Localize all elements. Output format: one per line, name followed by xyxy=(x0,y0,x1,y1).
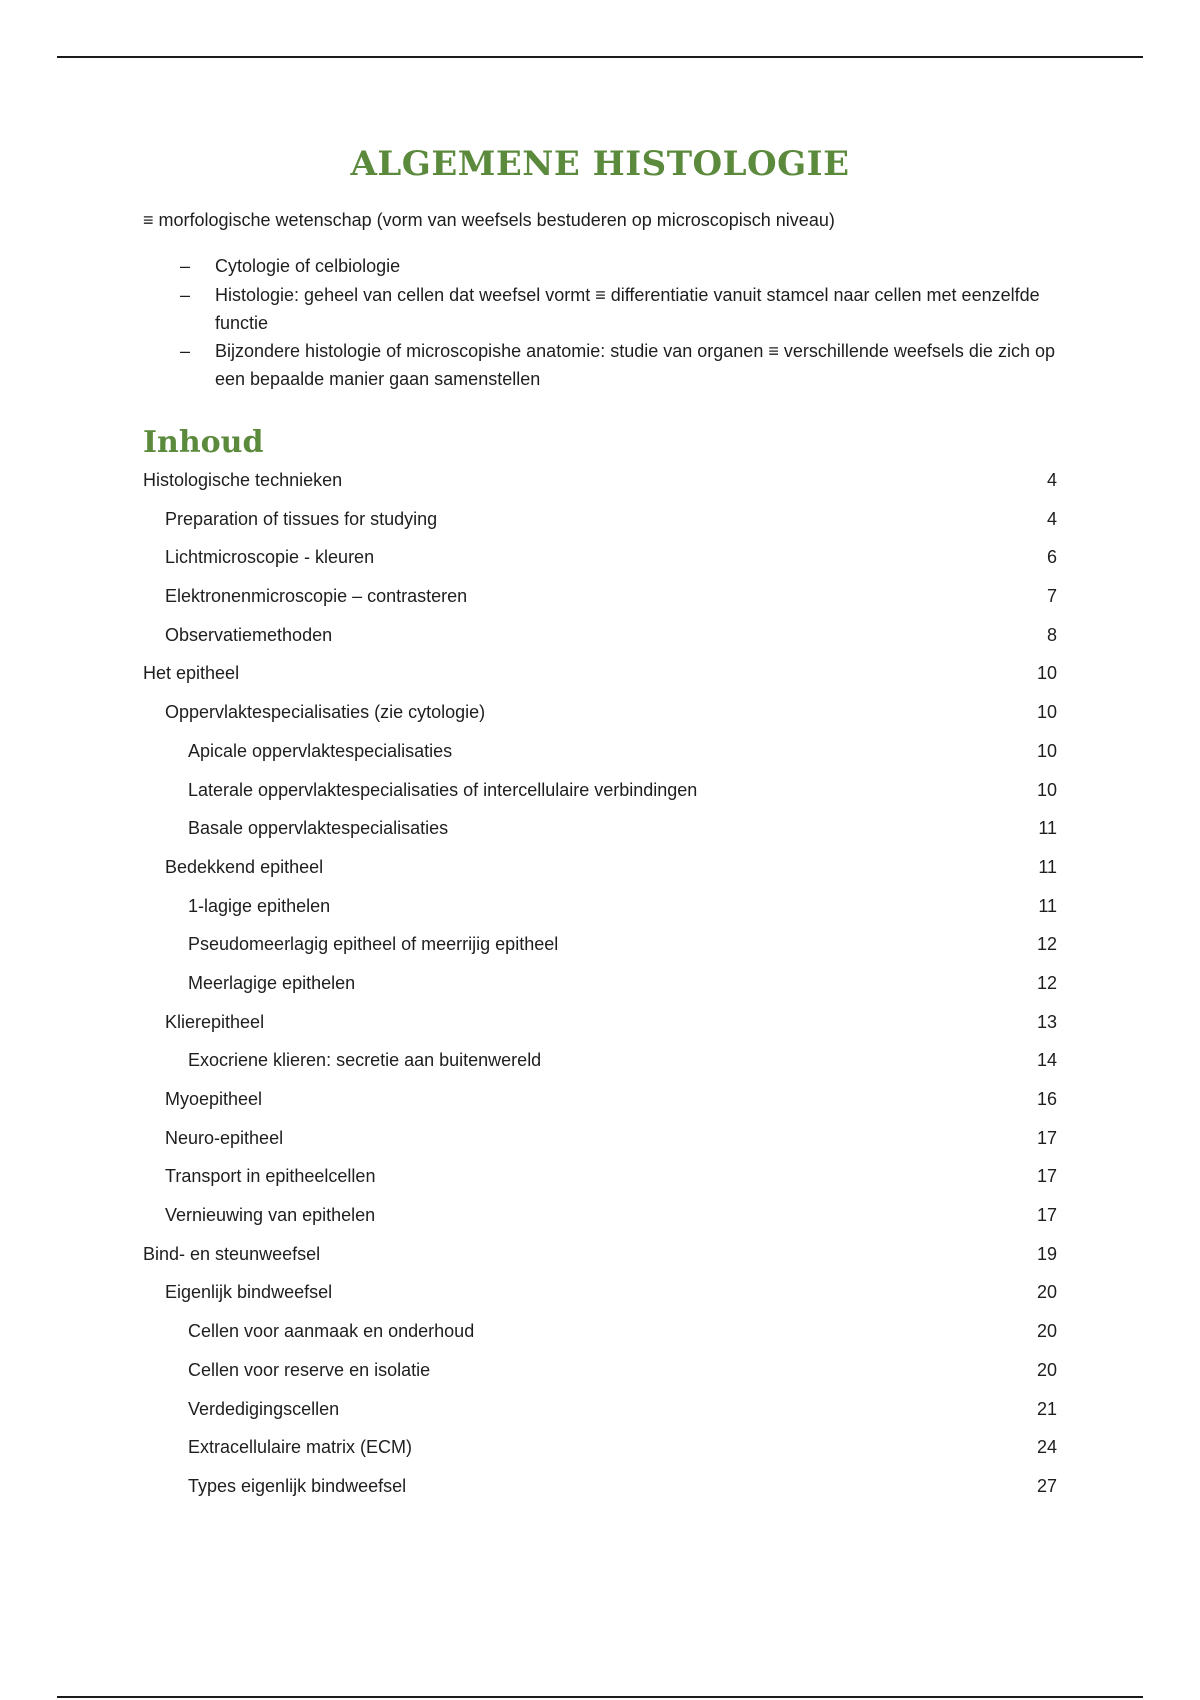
toc-page-number: 12 xyxy=(1036,972,1057,993)
toc-entry[interactable] xyxy=(143,1278,1057,1317)
toc-entry-title: Histologische technieken xyxy=(143,470,343,490)
toc-entry-title: Lichtmicroscopie - kleuren xyxy=(165,547,375,568)
toc-page-number: 24 xyxy=(1036,1437,1057,1458)
toc-entry[interactable] xyxy=(143,1240,1057,1279)
toc-entry[interactable] xyxy=(143,814,1057,853)
toc-entry[interactable] xyxy=(143,1201,1057,1240)
toc-entry-title: Klierepitheel xyxy=(165,1011,265,1032)
toc-entry-title: Elektronenmicroscopie – contrasteren xyxy=(165,586,468,607)
intro-definition: ≡ morfologische wetenschap (vorm van weefsels bestuderen op microscopisch niveau) xyxy=(143,210,835,230)
toc-entry-title: Types eigenlijk bindweefsel xyxy=(188,1475,407,1496)
toc-entry[interactable] xyxy=(143,930,1057,969)
toc-entry-title: Myoepitheel xyxy=(165,1089,263,1109)
toc-entry[interactable] xyxy=(143,505,1057,544)
toc-page-number: 8 xyxy=(1046,624,1057,645)
toc-entry-title: Basale oppervlaktespecialisaties xyxy=(188,818,449,839)
dash-glyph: – xyxy=(180,285,191,305)
toc-entry-title: Exocriene klieren: secretie aan buitenwereld xyxy=(188,1050,542,1071)
toc-entry-title: Transport in epitheelcellen xyxy=(165,1166,376,1187)
toc-page-number: 17 xyxy=(1036,1205,1057,1226)
dash-glyph: – xyxy=(180,256,191,276)
toc-entry-title: Verdedigingscellen xyxy=(188,1398,340,1419)
toc-entry[interactable] xyxy=(143,1356,1057,1395)
toc-entry-title: Het epitheel xyxy=(143,663,240,684)
toc-entry[interactable] xyxy=(143,737,1057,776)
definition-bullets xyxy=(143,252,1063,393)
toc-page-number: 10 xyxy=(1036,702,1057,723)
toc-page-number: 11 xyxy=(1038,895,1057,916)
toc-entry-title: Neuro-epitheel xyxy=(165,1127,284,1148)
toc-entry-title: Bedekkend epitheel xyxy=(165,856,324,877)
toc-page-number: 12 xyxy=(1036,934,1057,955)
bullet-item xyxy=(143,281,1063,337)
bullet-text: Cytologie of celbiologie xyxy=(215,256,401,276)
toc-entry-title: Pseudomeerlagig epitheel of meerrijig epitheel xyxy=(188,934,559,955)
toc-page-number: 4 xyxy=(1046,508,1057,529)
toc-page-number: 20 xyxy=(1036,1282,1057,1303)
toc-entry-title: Laterale oppervlaktespecialisaties of intercellulaire verbindingen xyxy=(188,779,698,800)
toc-entry[interactable] xyxy=(143,1162,1057,1201)
toc-entry[interactable] xyxy=(143,1472,1057,1511)
toc-entry-title: Vernieuwing van epithelen xyxy=(165,1205,376,1226)
toc-entry[interactable] xyxy=(143,659,1057,698)
toc-entry[interactable] xyxy=(143,776,1057,815)
bullet-item xyxy=(143,337,1063,393)
toc-page-number: 14 xyxy=(1036,1050,1057,1071)
toc-entry-title: Cellen voor reserve en isolatie xyxy=(188,1359,431,1380)
toc-entry[interactable] xyxy=(143,543,1057,582)
toc-page-number: 19 xyxy=(1036,1243,1057,1264)
toc-entry-title: Bind- en steunweefsel xyxy=(143,1243,321,1264)
toc-page-number: 11 xyxy=(1038,818,1057,839)
toc-entry-title: 1-lagige epithelen xyxy=(188,895,331,916)
bullet-text: Histologie: geheel van cellen dat weefsel vormt ≡ differentiatie vanuit stamcel naar cellen met eenzelfde functie xyxy=(215,285,1040,333)
toc-entry[interactable] xyxy=(143,698,1057,737)
toc-entry[interactable] xyxy=(143,1046,1057,1085)
toc-page-number: 20 xyxy=(1036,1359,1057,1380)
toc-page-number: 27 xyxy=(1036,1475,1057,1496)
toc-entry[interactable] xyxy=(143,1008,1057,1047)
toc-entry[interactable] xyxy=(143,1124,1057,1163)
toc-page-number: 10 xyxy=(1036,740,1057,761)
toc-entry[interactable] xyxy=(143,1085,1057,1124)
toc-entry-title: Apicale oppervlaktespecialisaties xyxy=(188,740,453,761)
footer-rule xyxy=(57,1696,1143,1698)
toc-page-number: 17 xyxy=(1036,1127,1057,1148)
header-rule xyxy=(57,56,1143,58)
toc-entry[interactable] xyxy=(143,1317,1057,1356)
toc-entry[interactable] xyxy=(143,621,1057,660)
toc-entry-title: Cellen voor aanmaak en onderhoud xyxy=(188,1321,475,1342)
toc-page-number: 10 xyxy=(1036,779,1057,800)
toc-entry-title: Observatiemethoden xyxy=(165,624,333,645)
toc-entry[interactable] xyxy=(143,1433,1057,1472)
toc-page-number: 20 xyxy=(1036,1321,1057,1342)
toc-page-number: 4 xyxy=(1046,470,1057,490)
toc-entry[interactable] xyxy=(143,582,1057,621)
toc-entry-title: Preparation of tissues for studying xyxy=(165,508,438,529)
toc-page-number: 16 xyxy=(1036,1089,1057,1109)
table-of-contents xyxy=(143,466,1057,1511)
toc-page-number: 17 xyxy=(1036,1166,1057,1187)
toc-entry[interactable] xyxy=(143,892,1057,931)
toc-entry[interactable] xyxy=(143,1395,1057,1434)
document-title: ALGEMENE HISTOLOGIE xyxy=(350,144,850,184)
toc-page-number: 11 xyxy=(1038,856,1057,877)
toc-heading: Inhoud xyxy=(143,425,264,460)
toc-entry-title: Eigenlijk bindweefsel xyxy=(165,1282,333,1303)
toc-page-number: 7 xyxy=(1046,586,1057,607)
toc-entry-title: Oppervlaktespecialisaties (zie cytologie) xyxy=(165,702,486,723)
bullet-text: Bijzondere histologie of microscopishe anatomie: studie van organen ≡ verschillende weefsels die zich op een bepaalde manier gaan samenstellen xyxy=(215,341,1055,389)
toc-page-number: 6 xyxy=(1046,547,1057,568)
toc-page-number: 13 xyxy=(1036,1011,1057,1032)
toc-entry[interactable] xyxy=(143,466,1057,505)
toc-page-number: 21 xyxy=(1036,1398,1057,1419)
toc-entry[interactable] xyxy=(143,969,1057,1008)
toc-entry[interactable] xyxy=(143,853,1057,892)
bullet-item xyxy=(143,252,1063,281)
toc-entry-title: Extracellulaire matrix (ECM) xyxy=(188,1437,413,1458)
toc-entry-title: Meerlagige epithelen xyxy=(188,972,356,993)
dash-glyph: – xyxy=(180,341,191,361)
toc-page-number: 10 xyxy=(1036,663,1057,684)
